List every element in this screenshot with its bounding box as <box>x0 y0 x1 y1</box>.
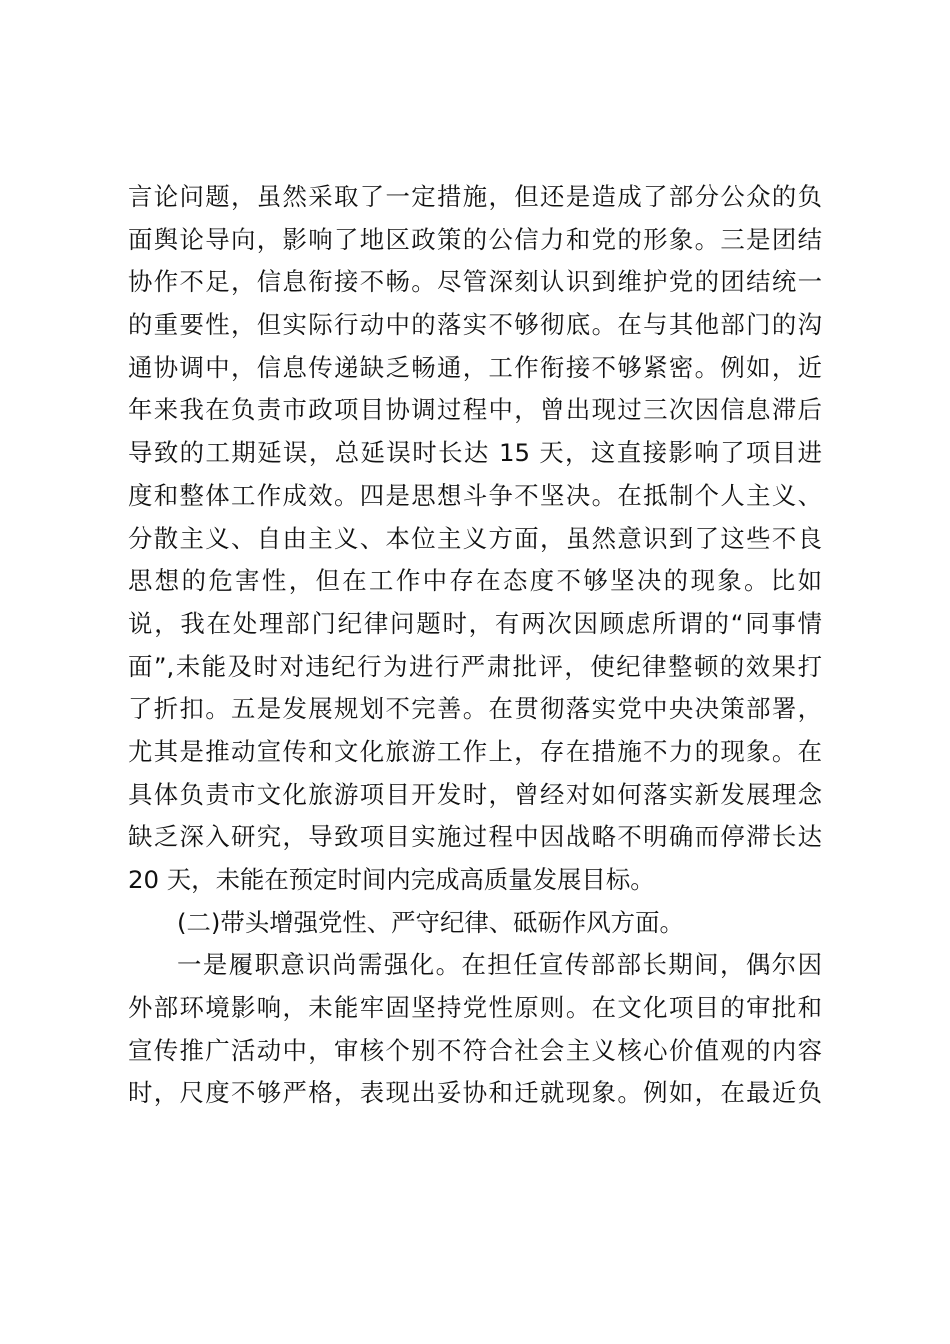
section-heading: (二)带头增强党性、严守纪律、砥砺作风方面。 <box>177 907 684 937</box>
text-line: 通协调中，信息传递缺乏畅通，工作衔接不够紧密。例如，近 <box>128 352 822 382</box>
text-line: 宣传推广活动中，审核个别不符合社会主义核心价值观的内容 <box>128 1035 822 1065</box>
text-line: 外部环境影响，未能牢固坚持党性原则。在文化项目的审批和 <box>128 993 822 1023</box>
text-line: 协作不足，信息衔接不畅。尽管深刻认识到维护党的团结统一 <box>128 267 822 297</box>
text-line: 面”,未能及时对违纪行为进行严肃批评，使纪律整顿的效果打 <box>128 651 822 681</box>
text-line: 的重要性，但实际行动中的落实不够彻底。在与其他部门的沟 <box>128 310 822 340</box>
text-line: 缺乏深入研究，导致项目实施过程中因战略不明确而停滞长达 <box>128 822 822 852</box>
text-line: 度和整体工作成效。四是思想斗争不坚决。在抵制个人主义、 <box>128 480 822 510</box>
text-line: 说，我在处理部门纪律问题时，有两次因顾虑所谓的“同事情 <box>128 608 822 638</box>
text-line: 分散主义、自由主义、本位主义方面，虽然意识到了这些不良 <box>128 523 822 553</box>
text-line: 导致的工期延误，总延误时长达 15 天，这直接影响了项目进 <box>128 438 822 468</box>
text-line: 年来我在负责市政项目协调过程中，曾出现过三次因信息滞后 <box>128 395 822 425</box>
body-text <box>128 176 822 1115</box>
text-line: 时，尺度不够严格，表现出妥协和迁就现象。例如，在最近负 <box>128 1078 822 1108</box>
text-line: 具体负责市文化旅游项目开发时，曾经对如何落实新发展理念 <box>128 779 822 809</box>
paragraph-first-line: 一是履职意识尚需强化。在担任宣传部部长期间，偶尔因 <box>177 950 822 980</box>
text-line: 思想的危害性，但在工作中存在态度不够坚决的现象。比如 <box>128 566 822 596</box>
text-line: 言论问题，虽然采取了一定措施，但还是造成了部分公众的负 <box>128 182 822 211</box>
text-line: 了折扣。五是发展规划不完善。在贯彻落实党中央决策部署， <box>128 694 822 724</box>
text-line: 尤其是推动宣传和文化旅游工作上，存在措施不力的现象。在 <box>128 736 822 766</box>
text-line: 面舆论导向，影响了地区政策的公信力和党的形象。三是团结 <box>128 224 822 254</box>
paragraph-last-line: 20 天，未能在预定时间内完成高质量发展目标。 <box>128 865 655 894</box>
